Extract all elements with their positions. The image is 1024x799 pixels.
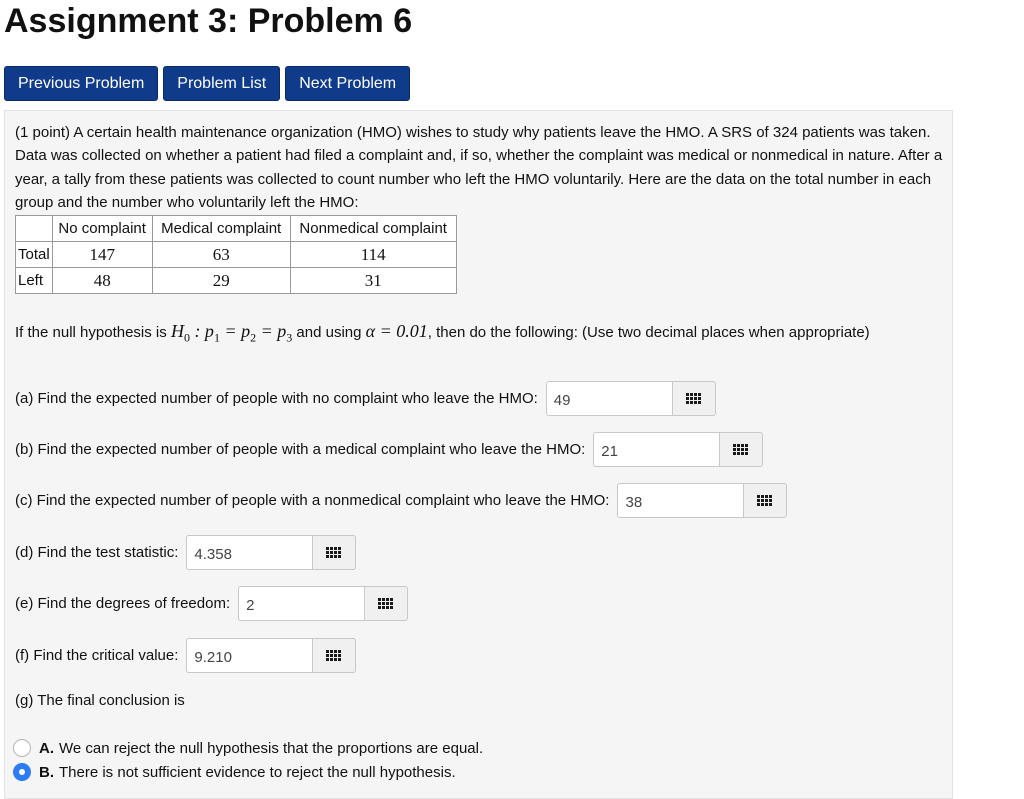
question-e [15,586,408,621]
table-cell: 48 [52,268,152,294]
table-cell: 29 [152,268,290,294]
table-header-row [16,216,457,242]
question-g-label: (g) The final conclusion is [15,692,185,709]
answer-a-input[interactable] [546,381,672,416]
problem-intro: (1 point) A certain health maintenance organization (HMO) wishes to study why patients leave the HMO. A SRS of 324 patients was taken. Data was collected on whether a patient had filed a complaint and, if so, whether the complaint was medical or nonmedical in nature. After a year, a tally from these patients was collected to count number who left the HMO voluntarily. Here are the data on the total number in each group and the number who voluntarily left the HMO: [15,124,943,211]
option-b-radio[interactable] [13,763,31,781]
grid-icon[interactable] [719,432,763,467]
question-e-label: (e) Find the degrees of freedom: [15,594,231,612]
table-cell: 31 [290,268,456,294]
next-problem-button[interactable]: Next Problem [285,66,410,101]
table-header-cell: No complaint [52,216,152,242]
question-b [15,432,763,467]
h0-subscript: 0 [183,330,190,345]
answer-a [546,381,716,416]
answer-f [186,638,356,673]
question-a [15,381,716,416]
option-a[interactable] [13,739,483,757]
option-a-radio[interactable] [13,739,31,757]
question-f-label: (f) Find the critical value: [15,646,179,664]
table-row-label: Left [16,268,53,294]
option-b[interactable] [13,763,456,781]
grid-icon[interactable] [672,381,716,416]
grid-icon[interactable] [312,638,356,673]
problem-panel [4,110,953,799]
question-a-label: (a) Find the expected number of people with no complaint who leave the HMO: [15,389,538,407]
table-cell: 147 [52,242,152,268]
question-d-label: (d) Find the test statistic: [15,543,179,561]
data-table [15,215,457,294]
problem-list-button[interactable]: Problem List [163,66,280,101]
p3-symbol: = p [256,321,287,341]
option-a-letter: A. [39,739,54,757]
question-d [15,535,356,570]
p2-subscript: 2 [250,330,257,345]
h0-symbol: H [170,321,184,341]
table-header-cell: Nonmedical complaint [290,216,456,242]
hypothesis-prefix: If the null hypothesis is [15,324,167,341]
answer-d-input[interactable] [186,535,312,570]
table-row [16,268,457,294]
option-b-text: There is not sufficient evidence to reject the null hypothesis. [59,763,456,781]
answer-c [617,483,787,518]
answer-b [593,432,763,467]
p1-subscript: 1 [213,330,220,345]
answer-d [186,535,356,570]
option-b-letter: B. [39,763,54,781]
p3-subscript: 3 [286,330,293,345]
grid-icon[interactable] [312,535,356,570]
answer-b-input[interactable] [593,432,719,467]
p2-symbol: = p [219,321,251,341]
p1-symbol: : p [189,321,214,341]
previous-problem-button[interactable]: Previous Problem [4,66,158,101]
page-title: Assignment 3: Problem 6 [4,2,413,40]
table-row [16,242,457,268]
answer-e-input[interactable] [238,586,364,621]
option-a-text: We can reject the null hypothesis that the proportions are equal. [59,739,484,757]
question-g [15,690,185,712]
table-cell: 114 [290,242,456,268]
answer-c-input[interactable] [617,483,743,518]
null-hypothesis-math [170,321,293,345]
alpha-math: α = 0.01 [365,321,428,341]
problem-nav [4,66,410,101]
table-cell: 63 [152,242,290,268]
answer-f-input[interactable] [186,638,312,673]
hypothesis-middle: and using [296,324,362,341]
grid-icon[interactable] [743,483,787,518]
table-header-cell [16,216,53,242]
question-b-label: (b) Find the expected number of people with a medical complaint who leave the HMO: [15,440,586,458]
answer-e [238,586,408,621]
question-c [15,483,787,518]
hypothesis-text [15,319,915,350]
grid-icon[interactable] [364,586,408,621]
hypothesis-suffix: , then do the following: (Use two decimal places when appropriate) [427,324,870,341]
table-row-label: Total [16,242,53,268]
table-header-cell: Medical complaint [152,216,290,242]
question-f [15,638,356,673]
question-c-label: (c) Find the expected number of people with a nonmedical complaint who leave the HMO: [15,491,610,509]
